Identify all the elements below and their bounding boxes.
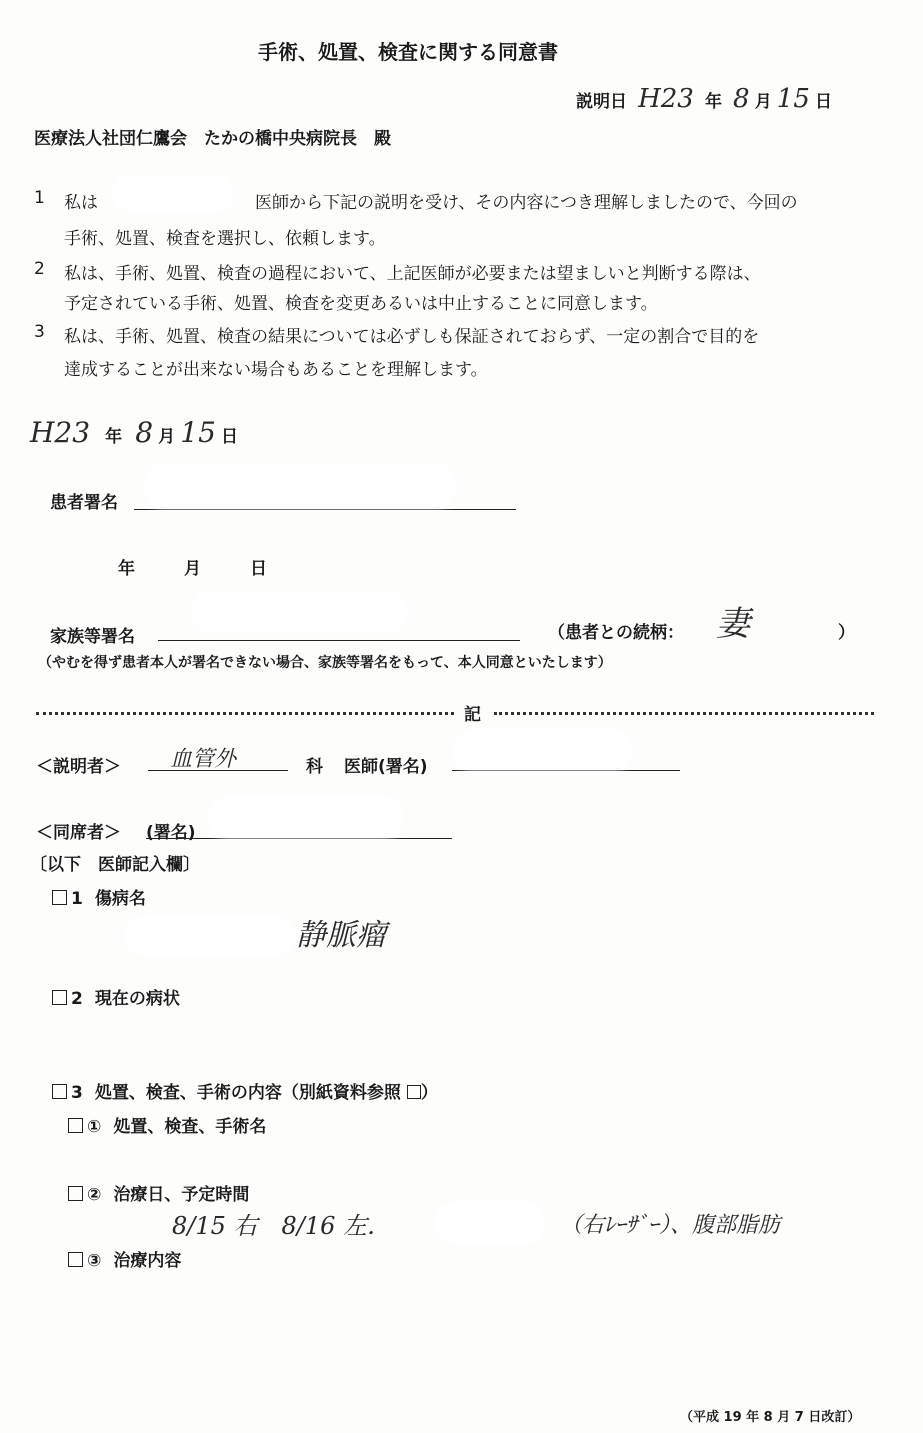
family-sign-label: 家族等署名 — [50, 627, 135, 647]
sub-2-handwritten-2: （右ﾚｰｻﾞｰ）、腹部脂肪 — [560, 1213, 781, 1238]
sub-3-checkbox[interactable] — [68, 1252, 83, 1267]
explainer-label: ＜説明者＞ — [36, 757, 121, 777]
explain-date-month-unit: 月 — [754, 92, 772, 112]
family-date-month-unit: 月 — [184, 559, 201, 579]
sub-3 — [68, 1246, 181, 1271]
clause-1-num: 1 — [34, 188, 45, 208]
item-3 — [52, 1078, 438, 1103]
item-3-close: ） — [420, 1083, 438, 1103]
sub-3-label: 治療内容 — [113, 1251, 182, 1271]
sub-1-num: ① — [87, 1117, 102, 1137]
explainer-dept-unit: 科 — [306, 757, 323, 777]
redaction — [458, 736, 628, 764]
attendee-sign-line — [146, 838, 452, 839]
item-1-checkbox[interactable] — [52, 890, 67, 905]
sub-2-handwritten: 8/15 右 8/16 左． — [172, 1212, 392, 1240]
attendee-label: ＜同席者＞ — [36, 823, 121, 843]
clause-2-line2: 予定されている手術、処置、検査を変更あるいは中止することに同意します。 — [64, 294, 658, 314]
sign-date-day: 15 — [180, 416, 216, 449]
sign-date-year-unit: 年 — [105, 427, 123, 447]
item-3-label: 処置、検査、手術の内容（別紙資料参照 — [94, 1083, 401, 1103]
patient-sign-label: 患者署名 — [50, 493, 118, 513]
patient-sign-line — [134, 509, 516, 510]
redaction — [118, 180, 228, 206]
sub-1-checkbox[interactable] — [68, 1118, 83, 1133]
clause-2-line1: 私は、手術、処置、検査の過程において、上記医師が必要または望ましいと判断する際は、 — [64, 264, 761, 284]
explain-date-era-year: H23 — [638, 84, 694, 114]
family-note: （やむを得ず患者本人が署名できない場合、家族等署名をもって、本人同意といたします） — [38, 655, 612, 671]
sub-2 — [68, 1180, 249, 1205]
sign-date — [30, 416, 238, 449]
divider-label: 記 — [464, 705, 481, 725]
family-sign-line — [158, 640, 520, 641]
item-1-num: 1 — [71, 889, 83, 909]
explain-date-day-unit: 日 — [814, 92, 832, 112]
item-3-checkbox[interactable] — [52, 1084, 67, 1099]
sub-1 — [68, 1112, 266, 1137]
explain-date — [576, 84, 832, 114]
redaction — [130, 922, 290, 950]
explain-date-day: 15 — [776, 84, 810, 114]
clause-1-pre: 私は — [64, 193, 98, 213]
item-3-num: 3 — [71, 1083, 83, 1103]
revision-note: （平成 19 年 8 月 7 日改訂） — [680, 1410, 861, 1425]
sub-3-num: ③ — [87, 1251, 102, 1271]
explain-date-year-unit: 年 — [704, 92, 722, 112]
redaction — [214, 802, 398, 832]
sign-date-era-year: H23 — [30, 416, 91, 449]
family-date-year-unit: 年 — [118, 559, 135, 579]
family-date-day-unit: 日 — [250, 559, 267, 579]
item-1-handwritten: 静脈瘤 — [296, 918, 386, 953]
item-2-checkbox[interactable] — [52, 990, 67, 1005]
item-1 — [52, 884, 146, 909]
sub-2-checkbox[interactable] — [68, 1186, 83, 1201]
clause-3-line2: 達成することが出来ない場合もあることを理解します。 — [64, 360, 488, 380]
clause-2-num: 2 — [34, 259, 45, 279]
sub-2-num: ② — [87, 1185, 102, 1205]
redaction — [150, 470, 450, 502]
explainer-doctor-label: 医師(署名) — [344, 757, 428, 777]
clause-3-line1: 私は、手術、処置、検査の結果については必ずしも保証されておらず、一定の割合で目的を — [64, 327, 760, 347]
explain-date-month: 8 — [733, 84, 750, 114]
explainer-dept-line — [148, 770, 288, 771]
sign-date-month-unit: 月 — [158, 427, 176, 447]
item-1-label: 傷病名 — [94, 889, 146, 909]
addressee: 医療法人社団仁鷹会 たかの橋中央病院長 殿 — [34, 129, 391, 149]
clause-1-line1: 医師から下記の説明を受け、その内容につき理解しましたので、今回の — [255, 193, 798, 213]
clause-1-line2: 手術、処置、検査を選択し、依頼します。 — [64, 229, 386, 249]
item-2 — [52, 984, 180, 1009]
page-title: 手術、処置、検査に関する同意書 — [258, 40, 558, 64]
sub-2-label: 治療日、予定時間 — [113, 1185, 250, 1205]
attendee-sign-label: (署名) — [146, 823, 196, 843]
redaction — [440, 1208, 540, 1238]
item-2-num: 2 — [71, 989, 83, 1009]
relation-value: 妻 — [716, 604, 750, 644]
relation-close: ） — [838, 623, 855, 643]
explain-date-label: 説明日 — [576, 92, 627, 112]
relation-label: （患者との続柄： — [548, 623, 684, 643]
divider-right — [494, 712, 874, 715]
divider-left — [36, 712, 454, 715]
explainer-doctor-line — [452, 770, 680, 771]
explainer-dept: 血管外 — [170, 747, 237, 772]
sign-date-month: 8 — [135, 416, 154, 449]
redaction — [196, 596, 402, 626]
item-2-label: 現在の病状 — [94, 989, 180, 1009]
sub-1-label: 処置、検査、手術名 — [113, 1117, 267, 1137]
item-3-ref-checkbox[interactable] — [407, 1085, 421, 1099]
sign-date-day-unit: 日 — [220, 427, 238, 447]
doctor-section-heading: 〔以下 医師記入欄〕 — [30, 855, 200, 875]
clause-3-num: 3 — [34, 322, 45, 342]
